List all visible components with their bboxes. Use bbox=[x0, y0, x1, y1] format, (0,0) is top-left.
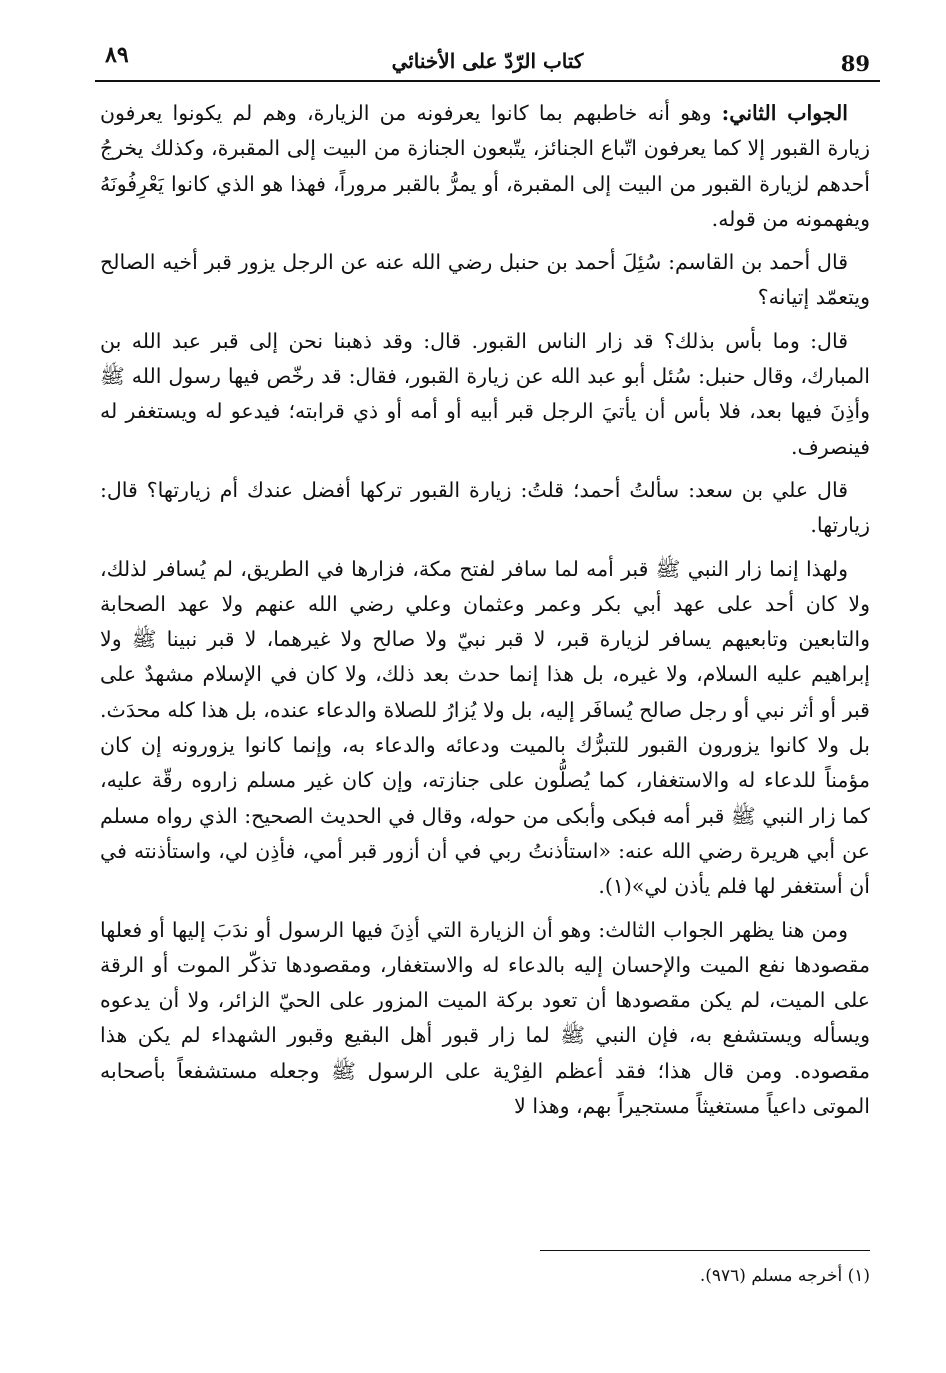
paragraph-text: قال أحمد بن القاسم: سُئِلَ أحمد بن حنبل رضي الله عنه عن الرجل يزور قبر أخيه الصالح ويتعمّد إتيانه؟ bbox=[100, 250, 870, 310]
paragraph-text: ولهذا إنما زار النبي ﷺ قبر أمه لما سافر لفتح مكة، فزارها في الطريق، لم يُسافر لذلك، ولا كان أحد على عهد أبي بكر وعمر وعثمان وعلي رضي الله عنهم ولا عهد الصحابة والتابعين وتابعيهم يسافر لزيارة قبر، لا قبر نبيّ ولا صالح ولا غيرهما، لا قبر نبينا ﷺ ولا إبراهيم عليه السلام، ولا غيره، بل هذا إنما حدث بعد ذلك، ولا كان في الإسلام مشهدٌ على قبر أو أثر نبي أو رجل صالح يُسافَر إليه، بل ولا يُزارُ للصلاة والدعاء عنده، بل هذا كله محدَث. بل ولا كانوا يزورون القبور للتبرُّك بالميت ودعائه والدعاء به، وإنما كانوا يزورونه إن كان مؤمناً للدعاء له والاستغفار، كما يُصلُّون على جنازته، وإن كان غير مسلم زاروه رقّة عليه، كما زار النبي ﷺ قبر أمه فبكى وأبكى من حوله، وقال في الحديث الصحيح: الذي رواه مسلم عن أبي هريرة رضي الله عنه: «استأذنتُ ربي في أن أزور قبر أمي، فأذِن لي، واستأذنته في أن أستغفر لها فلم يأذن لي»(١). bbox=[99, 556, 870, 899]
footnote: (١) أخرجه مسلم (٩٧٦). bbox=[699, 1266, 870, 1286]
page-number-arabic: ٨٩ bbox=[105, 42, 129, 68]
paragraph bbox=[100, 245, 870, 316]
header-rule bbox=[95, 80, 880, 82]
main-text bbox=[100, 96, 870, 1132]
running-title: كتاب الرّدّ على الأخنائي bbox=[391, 49, 584, 73]
paragraph bbox=[100, 473, 870, 544]
paragraph-text: قال علي بن سعد: سألتُ أحمد؛ قلتُ: زيارة القبور تركها أفضل عندك أم زيارتها؟ قال: زيارتها. bbox=[100, 477, 870, 538]
paragraph bbox=[100, 96, 870, 237]
page-header bbox=[95, 38, 880, 82]
footnote-rule bbox=[540, 1250, 870, 1251]
paragraph-text: وهو أنه خاطبهم بما كانوا يعرفونه من الزيارة، وهم لم يكونوا يعرفون زيارة القبور إلا كما يعرفون اتّباع الجنائز، يتّبعون الجنازة من البيت إلى المقبرة، وكذلك يخرجُ أحدهم لزيارة القبور من البيت إلى المقبرة، أو يمرُّ بالقبر مروراً، فهذا هو الذي كانوا يَعْرِفُونَهُ ويفهمونه من قوله. bbox=[100, 101, 870, 231]
paragraph bbox=[100, 324, 870, 465]
paragraph bbox=[100, 552, 870, 905]
paragraph bbox=[100, 913, 870, 1125]
page-number-latin: 89 bbox=[840, 51, 870, 76]
paragraph-text: ومن هنا يظهر الجواب الثالث: وهو أن الزيارة التي أذِنَ فيها الرسول أو ندَبَ إليها أو فعلها مقصودها نفع الميت والإحسان إليه بالدعاء له والاستغفار، ومقصودها تذكّر الموت أو الرقة على الميت، لم يكن مقصودها أن تعود بركة الميت المزور على الحيّ الزائر، ولا أن يدعوه ويسأله ويستشفع به، فإن النبي ﷺ لما زار قبور أهل البقيع وقبور الشهداء لم يكن هذا مقصوده. ومن قال هذا؛ فقد أعظم الفِرْية على الرسول ﷺ وجعله مستشفعاً بأصحابه الموتى داعياً مستغيثاً مستجيراً بهم، وهذا لا bbox=[100, 917, 870, 1119]
paragraph-text: قال: وما بأس بذلك؟ قد زار الناس القبور. قال: وقد ذهبنا نحن إلى قبر عبد الله بن المبارك، وقال حنبل: سُئل أبو عبد الله عن زيارة القبور، فقال: قد رخّص فيها رسول الله ﷺ وأذِنَ فيها بعد، فلا بأس أن يأتيَ الرجل قبر أبيه أو أمه أو ذي قرابته؛ فيدعو له ويستغفر له فينصرف. bbox=[100, 328, 870, 459]
paragraph-heading: الجواب الثاني: bbox=[721, 101, 848, 125]
